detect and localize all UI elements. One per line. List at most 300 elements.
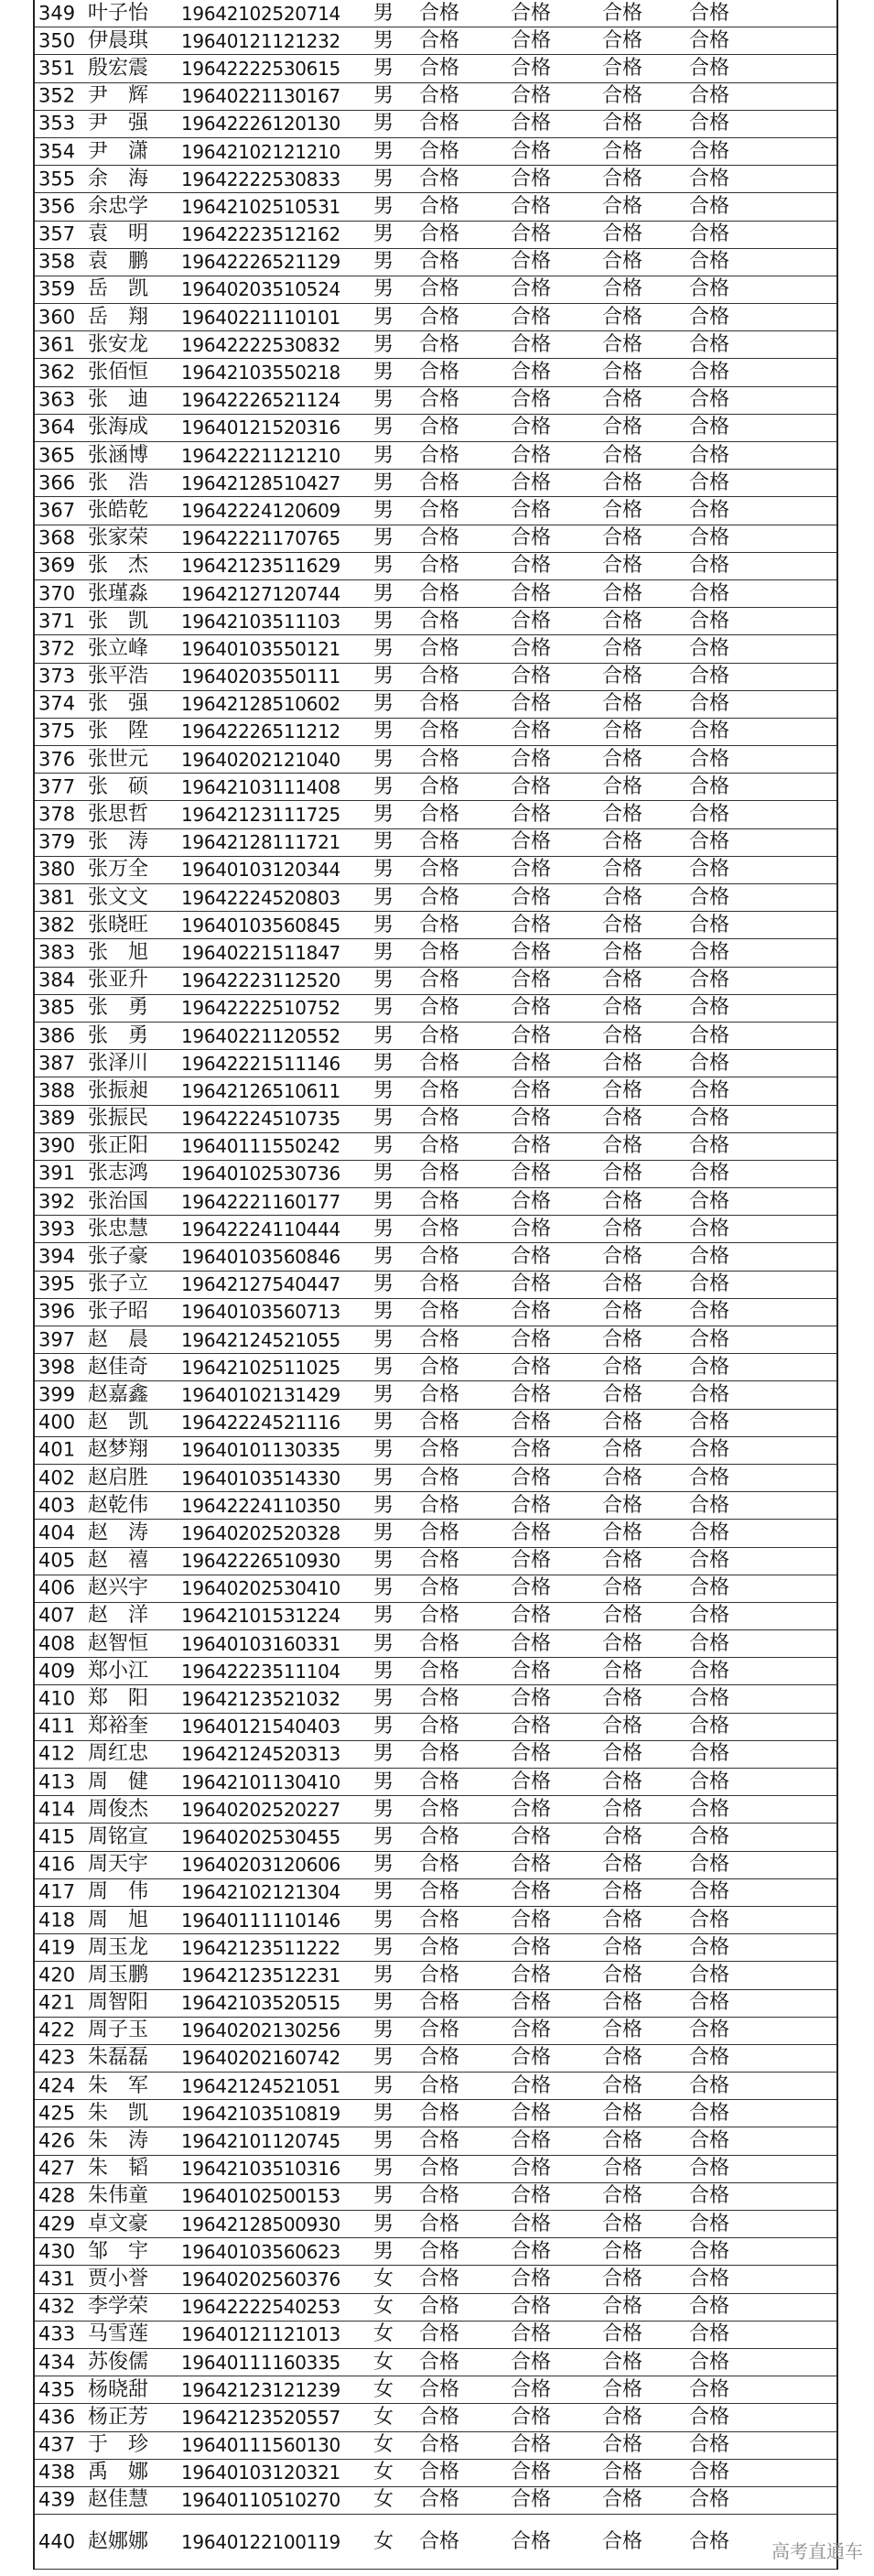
result-3: 合格 <box>602 636 643 660</box>
gender: 男 <box>373 1466 394 1489</box>
candidate-name: 杨晓甜 <box>88 2377 149 2401</box>
gender: 男 <box>373 526 394 550</box>
table-row <box>35 1658 836 1685</box>
result-2: 合格 <box>511 2184 552 2208</box>
row-number: 403 <box>38 1494 76 1517</box>
result-3: 合格 <box>602 554 643 578</box>
table-row <box>35 0 836 27</box>
result-1: 合格 <box>419 1466 460 1489</box>
result-3: 合格 <box>602 2101 643 2125</box>
candidate-name: 朱 韬 <box>88 2157 149 2181</box>
gender: 男 <box>373 969 394 992</box>
result-1: 合格 <box>419 1715 460 1738</box>
row-number: 415 <box>38 1825 76 1848</box>
table-row <box>35 2404 836 2431</box>
row-number: 401 <box>38 1438 76 1461</box>
result-3: 合格 <box>602 774 643 798</box>
result-4: 合格 <box>689 1742 730 1766</box>
result-4: 合格 <box>689 1963 730 1986</box>
result-4: 合格 <box>689 2433 730 2457</box>
result-3: 合格 <box>602 28 643 52</box>
result-4: 合格 <box>689 830 730 854</box>
result-2: 合格 <box>511 720 552 743</box>
table-row <box>35 857 836 884</box>
gender: 男 <box>373 139 394 163</box>
result-2: 合格 <box>511 1272 552 1296</box>
result-1: 合格 <box>419 112 460 135</box>
result-4: 合格 <box>689 361 730 384</box>
result-4: 合格 <box>689 1023 730 1047</box>
gender: 男 <box>373 305 394 329</box>
result-2: 合格 <box>511 1 552 25</box>
table-row <box>35 2376 836 2404</box>
table-row <box>35 1990 836 2018</box>
result-1: 合格 <box>419 913 460 936</box>
exam-id: 19642102510531 <box>181 195 340 218</box>
gender: 男 <box>373 1604 394 1628</box>
result-2: 合格 <box>511 2461 552 2484</box>
result-3: 合格 <box>602 803 643 827</box>
exam-id: 19642222530832 <box>181 333 340 356</box>
exam-id: 19642103111408 <box>181 775 340 798</box>
results-table <box>33 0 838 2570</box>
exam-id: 19642221170765 <box>181 527 340 550</box>
gender: 女 <box>373 2267 394 2290</box>
result-1: 合格 <box>419 498 460 522</box>
result-2: 合格 <box>511 416 552 439</box>
result-4: 合格 <box>689 2046 730 2070</box>
table-row <box>35 691 836 719</box>
exam-id: 19640103560623 <box>181 2240 340 2263</box>
result-2: 合格 <box>511 2101 552 2125</box>
result-1: 合格 <box>419 1963 460 1986</box>
row-number: 399 <box>38 1383 76 1406</box>
gender: 男 <box>373 332 394 356</box>
candidate-name: 张立峰 <box>88 636 149 660</box>
row-number: 390 <box>38 1134 76 1157</box>
gender: 男 <box>373 56 394 80</box>
table-row <box>35 2515 836 2570</box>
result-4: 合格 <box>689 167 730 190</box>
result-4: 合格 <box>689 2129 730 2153</box>
result-3: 合格 <box>602 1824 643 1848</box>
table-row <box>35 1879 836 1907</box>
table-row <box>35 2127 836 2155</box>
candidate-name: 周天宇 <box>88 1853 149 1877</box>
candidate-name: 赵 禧 <box>88 1549 149 1573</box>
result-4: 合格 <box>689 1631 730 1655</box>
result-1: 合格 <box>419 2461 460 2484</box>
result-2: 合格 <box>511 1217 552 1240</box>
result-4: 合格 <box>689 2295 730 2319</box>
result-2: 合格 <box>511 581 552 605</box>
exam-id: 19640102131429 <box>181 1383 340 1406</box>
gender: 男 <box>373 1382 394 1406</box>
candidate-name: 赵启胜 <box>88 1466 149 1489</box>
gender: 女 <box>373 2322 394 2346</box>
result-2: 合格 <box>511 1355 552 1379</box>
result-2: 合格 <box>511 194 552 218</box>
result-4: 合格 <box>689 969 730 992</box>
result-1: 合格 <box>419 2350 460 2374</box>
result-2: 合格 <box>511 2350 552 2374</box>
result-3: 合格 <box>602 1466 643 1489</box>
result-2: 合格 <box>511 2295 552 2319</box>
table-row <box>35 608 836 635</box>
result-3: 合格 <box>602 2295 643 2319</box>
exam-id: 19642226511212 <box>181 720 340 743</box>
result-2: 合格 <box>511 1134 552 1158</box>
result-3: 合格 <box>602 2046 643 2070</box>
result-2: 合格 <box>511 1411 552 1434</box>
result-1: 合格 <box>419 471 460 494</box>
row-number: 424 <box>38 2074 76 2097</box>
gender: 男 <box>373 747 394 771</box>
result-1: 合格 <box>419 1272 460 1296</box>
result-2: 合格 <box>511 1521 552 1544</box>
result-3: 合格 <box>602 1162 643 1185</box>
table-row <box>35 138 836 166</box>
exam-id: 19640202160742 <box>181 2047 340 2070</box>
candidate-name: 邹 宇 <box>88 2239 149 2263</box>
candidate-name: 岳 翔 <box>88 305 149 329</box>
result-1: 合格 <box>419 1631 460 1655</box>
exam-id: 19640202520227 <box>181 1798 340 1821</box>
candidate-name: 赵 洋 <box>88 1604 149 1628</box>
exam-id: 19640203120606 <box>181 1854 340 1877</box>
result-3: 合格 <box>602 139 643 163</box>
result-4: 合格 <box>689 1355 730 1379</box>
result-2: 合格 <box>511 1162 552 1185</box>
candidate-name: 张振民 <box>88 1107 149 1131</box>
exam-id: 19642123511629 <box>181 555 340 578</box>
result-2: 合格 <box>511 803 552 827</box>
gender: 女 <box>373 2488 394 2512</box>
candidate-name: 赵佳慧 <box>88 2488 149 2512</box>
result-2: 合格 <box>511 2073 552 2097</box>
result-3: 合格 <box>602 1493 643 1517</box>
gender: 男 <box>373 1051 394 1075</box>
gender: 男 <box>373 2157 394 2181</box>
result-4: 合格 <box>689 996 730 1020</box>
result-2: 合格 <box>511 2019 552 2042</box>
exam-id: 19640203550111 <box>181 666 340 688</box>
result-1: 合格 <box>419 250 460 274</box>
result-4: 合格 <box>689 1217 730 1240</box>
row-number: 370 <box>38 582 76 605</box>
result-4: 合格 <box>689 443 730 467</box>
result-2: 合格 <box>511 1382 552 1406</box>
result-1: 合格 <box>419 692 460 716</box>
result-4: 合格 <box>689 84 730 108</box>
result-1: 合格 <box>419 581 460 605</box>
result-3: 合格 <box>602 250 643 274</box>
table-row <box>35 801 836 828</box>
result-2: 合格 <box>511 1466 552 1489</box>
table-row <box>35 884 836 912</box>
gender: 男 <box>373 720 394 743</box>
result-1: 合格 <box>419 2019 460 2042</box>
result-3: 合格 <box>602 1 643 25</box>
row-number: 400 <box>38 1411 76 1434</box>
result-4: 合格 <box>689 1134 730 1158</box>
result-1: 合格 <box>419 1438 460 1462</box>
gender: 男 <box>373 1770 394 1793</box>
result-4: 合格 <box>689 1438 730 1462</box>
result-4: 合格 <box>689 1245 730 1269</box>
result-1: 合格 <box>419 1023 460 1047</box>
exam-id: 19642102121210 <box>181 140 340 163</box>
row-number: 358 <box>38 250 76 273</box>
candidate-name: 张海成 <box>88 416 149 439</box>
exam-id: 19642123512231 <box>181 1964 340 1986</box>
gender: 男 <box>373 940 394 964</box>
result-2: 合格 <box>511 1245 552 1269</box>
table-row <box>35 2266 836 2293</box>
result-1: 合格 <box>419 1493 460 1517</box>
result-2: 合格 <box>511 498 552 522</box>
result-4: 合格 <box>689 2212 730 2235</box>
result-1: 合格 <box>419 1 460 25</box>
result-2: 合格 <box>511 2212 552 2235</box>
result-3: 合格 <box>602 1880 643 1904</box>
result-2: 合格 <box>511 305 552 329</box>
result-1: 合格 <box>419 1521 460 1544</box>
result-3: 合格 <box>602 940 643 964</box>
result-4: 合格 <box>689 885 730 909</box>
result-2: 合格 <box>511 1797 552 1821</box>
table-row <box>35 83 836 111</box>
gender: 男 <box>373 1493 394 1517</box>
exam-id: 19640221120552 <box>181 1024 340 1047</box>
table-row <box>35 1685 836 1713</box>
row-number: 416 <box>38 1853 76 1876</box>
exam-id: 19640121121232 <box>181 29 340 52</box>
result-3: 合格 <box>602 167 643 190</box>
exam-id: 19640202560376 <box>181 2268 340 2290</box>
candidate-name: 张 杰 <box>88 554 149 578</box>
table-row <box>35 829 836 857</box>
exam-id: 19640121121013 <box>181 2323 340 2346</box>
result-3: 合格 <box>602 1521 643 1544</box>
candidate-name: 尹 强 <box>88 112 149 135</box>
row-number: 397 <box>38 1328 76 1351</box>
watermark: 高考直通车 <box>771 2540 863 2562</box>
row-number: 411 <box>38 1715 76 1737</box>
result-3: 合格 <box>602 2377 643 2401</box>
row-number: 423 <box>38 2046 76 2069</box>
exam-id: 19642224521116 <box>181 1412 340 1434</box>
candidate-name: 周 旭 <box>88 1908 149 1932</box>
table-row <box>35 1216 836 1243</box>
table-row <box>35 304 836 331</box>
row-number: 392 <box>38 1190 76 1213</box>
result-2: 合格 <box>511 277 552 301</box>
result-3: 合格 <box>602 416 643 439</box>
exam-id: 19640221130167 <box>181 85 340 108</box>
exam-id: 19640121520316 <box>181 417 340 439</box>
candidate-name: 张子豪 <box>88 1245 149 1269</box>
candidate-name: 张子立 <box>88 1272 149 1296</box>
row-number: 425 <box>38 2102 76 2125</box>
result-1: 合格 <box>419 526 460 550</box>
result-4: 合格 <box>689 2073 730 2097</box>
row-number: 371 <box>38 610 76 633</box>
result-3: 合格 <box>602 1078 643 1102</box>
result-3: 合格 <box>602 2267 643 2290</box>
table-row <box>35 1381 836 1409</box>
exam-id: 19642124521055 <box>181 1328 340 1351</box>
result-2: 合格 <box>511 1438 552 1462</box>
result-2: 合格 <box>511 1631 552 1655</box>
result-4: 合格 <box>689 1824 730 1848</box>
gender: 男 <box>373 1438 394 1462</box>
exam-id: 19642224120609 <box>181 499 340 522</box>
candidate-name: 赵智恒 <box>88 1631 149 1655</box>
candidate-name: 周玉鹏 <box>88 1963 149 1986</box>
gender: 男 <box>373 277 394 301</box>
exam-id: 19642127540447 <box>181 1273 340 1296</box>
row-number: 374 <box>38 692 76 715</box>
row-number: 360 <box>38 306 76 329</box>
result-4: 合格 <box>689 2267 730 2290</box>
result-2: 合格 <box>511 913 552 936</box>
row-number: 398 <box>38 1356 76 1379</box>
table-row <box>35 1630 836 1658</box>
result-3: 合格 <box>602 913 643 936</box>
row-number: 408 <box>38 1632 76 1655</box>
result-1: 合格 <box>419 885 460 909</box>
table-row <box>35 2322 836 2349</box>
row-number: 414 <box>38 1798 76 1821</box>
table-row <box>35 1852 836 1879</box>
result-1: 合格 <box>419 1051 460 1075</box>
result-4: 合格 <box>689 2529 730 2553</box>
result-3: 合格 <box>602 2461 643 2484</box>
result-3: 合格 <box>602 1715 643 1738</box>
table-row <box>35 249 836 276</box>
result-2: 合格 <box>511 1742 552 1766</box>
row-number: 366 <box>38 471 76 494</box>
gender: 男 <box>373 388 394 412</box>
gender: 男 <box>373 665 394 688</box>
result-2: 合格 <box>511 388 552 412</box>
exam-id: 19642101531224 <box>181 1605 340 1628</box>
result-1: 合格 <box>419 167 460 190</box>
candidate-name: 朱磊磊 <box>88 2046 149 2070</box>
result-2: 合格 <box>511 1963 552 1986</box>
result-1: 合格 <box>419 222 460 246</box>
candidate-name: 周 伟 <box>88 1880 149 1904</box>
row-number: 363 <box>38 388 76 411</box>
candidate-name: 周 健 <box>88 1770 149 1793</box>
result-4: 合格 <box>689 1466 730 1489</box>
result-4: 合格 <box>689 2184 730 2208</box>
candidate-name: 朱伟童 <box>88 2184 149 2208</box>
result-4: 合格 <box>689 747 730 771</box>
result-3: 合格 <box>602 1438 643 1462</box>
candidate-name: 殷宏震 <box>88 56 149 80</box>
candidate-name: 张涵博 <box>88 443 149 467</box>
row-number: 428 <box>38 2184 76 2207</box>
result-4: 合格 <box>689 1908 730 1932</box>
exam-id: 19642127120744 <box>181 582 340 605</box>
table-row <box>35 27 836 55</box>
row-number: 417 <box>38 1880 76 1903</box>
result-2: 合格 <box>511 1604 552 1628</box>
exam-id: 19640110510270 <box>181 2489 340 2512</box>
candidate-name: 朱 凯 <box>88 2101 149 2125</box>
candidate-name: 周红忠 <box>88 1742 149 1766</box>
table-row <box>35 1465 836 1492</box>
candidate-name: 张 陞 <box>88 720 149 743</box>
result-1: 合格 <box>419 1687 460 1711</box>
result-3: 合格 <box>602 2184 643 2208</box>
result-3: 合格 <box>602 1300 643 1324</box>
result-3: 合格 <box>602 526 643 550</box>
exam-id: 19642103550218 <box>181 362 340 384</box>
exam-id: 19640202520328 <box>181 1521 340 1544</box>
exam-id: 19642103511103 <box>181 610 340 633</box>
gender: 男 <box>373 2019 394 2042</box>
table-row <box>35 1410 836 1437</box>
exam-id: 19642223511104 <box>181 1660 340 1683</box>
gender: 男 <box>373 1162 394 1185</box>
result-2: 合格 <box>511 1107 552 1131</box>
row-number: 407 <box>38 1604 76 1627</box>
exam-id: 19640111560130 <box>181 2434 340 2457</box>
gender: 女 <box>373 2433 394 2457</box>
table-row <box>35 1548 836 1575</box>
result-3: 合格 <box>602 305 643 329</box>
table-row <box>35 331 836 359</box>
candidate-name: 卓文豪 <box>88 2212 149 2235</box>
row-number: 409 <box>38 1660 76 1683</box>
exam-id: 19642222510752 <box>181 997 340 1020</box>
result-4: 合格 <box>689 332 730 356</box>
row-number: 430 <box>38 2240 76 2263</box>
result-3: 合格 <box>602 443 643 467</box>
table-row <box>35 939 836 967</box>
table-row <box>35 1354 836 1381</box>
result-3: 合格 <box>602 1935 643 1959</box>
table-row <box>35 912 836 939</box>
exam-id: 19642123111725 <box>181 804 340 827</box>
result-2: 合格 <box>511 1853 552 1877</box>
result-2: 合格 <box>511 332 552 356</box>
candidate-name: 尹 潇 <box>88 139 149 163</box>
candidate-name: 张平浩 <box>88 665 149 688</box>
result-3: 合格 <box>602 2405 643 2429</box>
table-row <box>35 1492 836 1520</box>
result-4: 合格 <box>689 277 730 301</box>
result-1: 合格 <box>419 2529 460 2553</box>
result-3: 合格 <box>602 1659 643 1683</box>
candidate-name: 苏俊儒 <box>88 2350 149 2374</box>
result-4: 合格 <box>689 1327 730 1351</box>
row-number: 412 <box>38 1742 76 1765</box>
exam-id: 19642221160177 <box>181 1190 340 1213</box>
result-1: 合格 <box>419 609 460 633</box>
result-1: 合格 <box>419 1107 460 1131</box>
exam-id: 19640202530410 <box>181 1577 340 1600</box>
result-4: 合格 <box>689 2377 730 2401</box>
exam-id: 19642128500930 <box>181 2213 340 2235</box>
table-row <box>35 1437 836 1465</box>
result-2: 合格 <box>511 2267 552 2290</box>
result-3: 合格 <box>602 1853 643 1877</box>
row-number: 426 <box>38 2129 76 2152</box>
